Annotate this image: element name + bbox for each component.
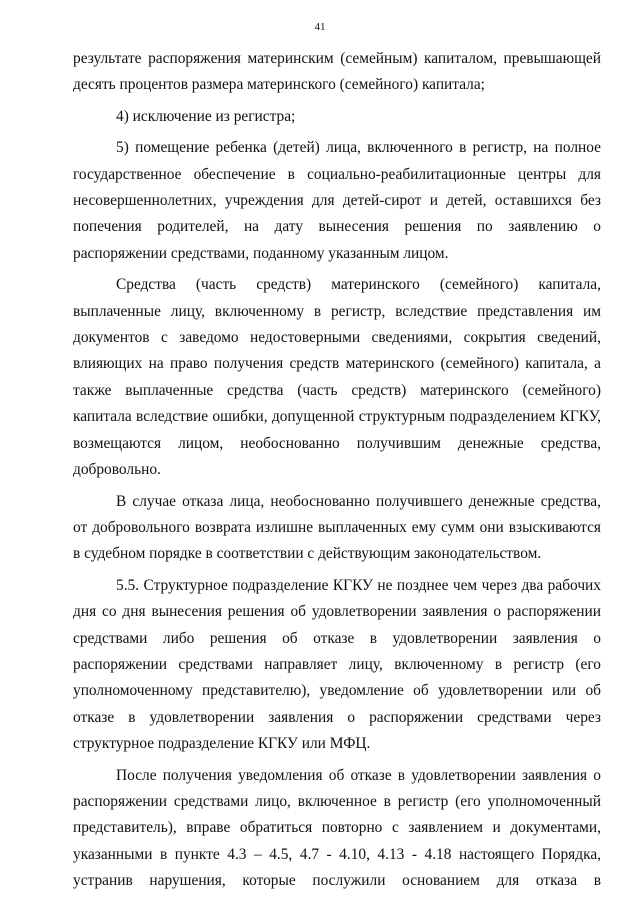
list-item-4: 4) исключение из регистра; [116, 107, 296, 125]
page-number: 41 [314, 21, 326, 33]
paragraph-5-5: 5.5. Структурное подразделение КГКУ не позднее чем через два рабочих дня со дня вынесения решения об удовлетворении заявления о распоряжении средствами либо решения об отказе в удовлетворении заявления о распоряжении средствами направляет лицу, включенному в регистр (его уполномоченному представителю), уведомление об удовлетворении или об отказе в удовлетворении заявления о распоряжении средствами через структурное подразделение КГКУ или МФЦ. [73, 576, 601, 753]
paragraph-repeat-application: После получения уведомления об отказе в удовлетворении заявления о распоряжении средствами лицо, включенное в регистр (его уполномоченный представитель), вправе обратиться повторно с заявлением и документами, указанными в пункте 4.3 – 4.5, 4.7 - 4.10, 4.13 - 4.18 настоящего Порядка, устранив нарушения, которые послужили основанием для отказа в [73, 766, 601, 890]
paragraph-court: В случае отказа лица, необоснованно получившего денежные средства, от добровольного возврата излишне выплаченных ему сумм они взыскиваются в судебном порядке в соответствии с действующим законодательством. [73, 492, 601, 563]
document-body [73, 46, 601, 895]
paragraph-continuation: результате распоряжения материнским (семейным) капиталом, превышающей десять процентов размера материнского (семейного) капитала; [73, 50, 601, 94]
list-item-5: 5) помещение ребенка (детей) лица, включенного в регистр, на полное государственное обеспечение в социально-реабилитационные центры для несовершеннолетних, учреждения для детей-сирот и детей, оставшихся без попечения родителей, на дату вынесения решения по заявлению о распоряжении средствами, поданному указанным лицом. [73, 139, 601, 262]
paragraph-refund: Средства (часть средств) материнского (семейного) капитала, выплаченные лицу, включенному в регистр, вследствие представления им документов с заведомо недостоверными сведениями, сокрытия сведений, влияющих на право получения средств материнского (семейного) капитала, а также выплаченные средства (часть средств) материнского (семейного) капитала вследствие ошибки, допущенной структурным подразделением КГКУ, возмещаются лицом, необоснованно получившим денежные средства, добровольно. [73, 276, 601, 479]
